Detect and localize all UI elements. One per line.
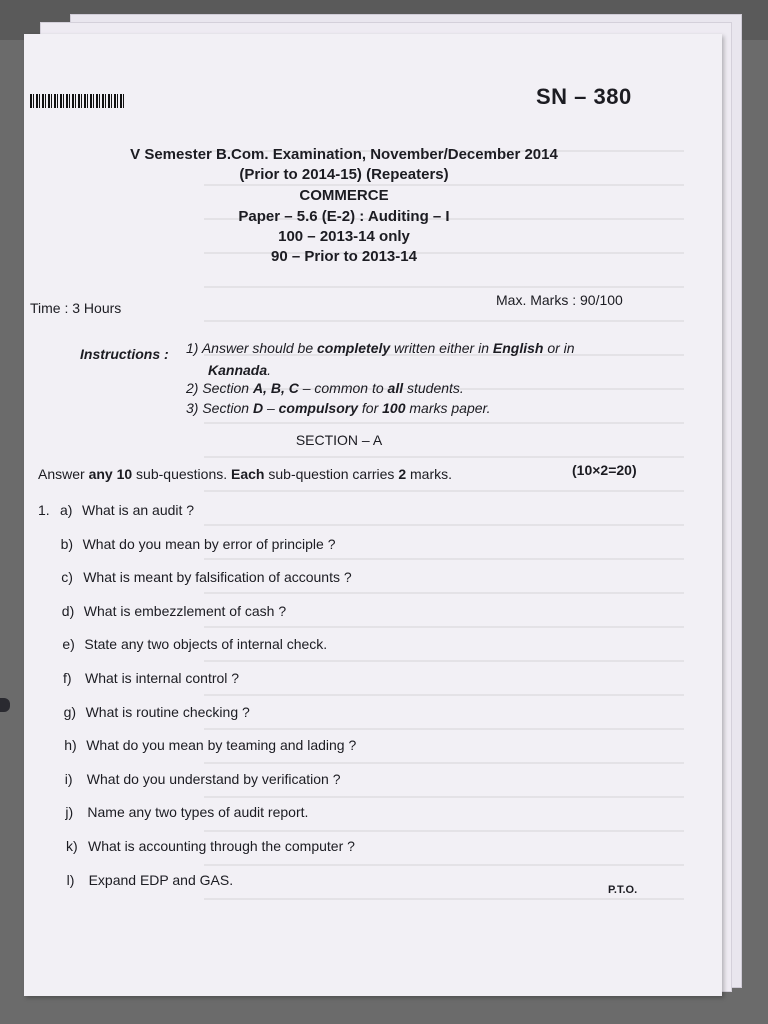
- sub-question-text: What is internal control ?: [85, 670, 240, 686]
- sub-question: [61, 536, 336, 552]
- text-run: – common to: [298, 380, 388, 396]
- sub-question: [65, 804, 308, 820]
- instruction-line: [186, 380, 464, 396]
- text-run: Answer should be: [201, 340, 318, 356]
- text-run: Kannada: [208, 362, 268, 378]
- sub-question-letter: f): [63, 670, 72, 686]
- page-turn-note: P.T.O.: [608, 884, 638, 896]
- section-title: SECTION – A: [295, 432, 383, 448]
- instruction-line: [186, 400, 491, 416]
- exam-subtitle: (Prior to 2014-15) (Repeaters): [239, 166, 449, 183]
- text-run: marks.: [406, 466, 453, 482]
- text-run: 2: [398, 466, 407, 482]
- text-run: A, B, C: [252, 380, 299, 396]
- sub-question-letter: b): [60, 535, 74, 552]
- time-allowed: Time : 3 Hours: [30, 300, 122, 316]
- question-number: 1.: [38, 502, 50, 518]
- sub-question-text: What do you understand by verification ?: [86, 770, 341, 787]
- subject: COMMERCE: [299, 187, 389, 204]
- instruction-line: [208, 362, 271, 378]
- text-run: Section: [202, 380, 253, 396]
- text-run: .: [267, 362, 272, 378]
- text-run: compulsory: [278, 400, 358, 416]
- text-run: students.: [403, 380, 464, 396]
- text-run: or in: [543, 340, 575, 356]
- sub-question-text: State any two objects of internal check.: [84, 636, 328, 653]
- paper-name: Paper – 5.6 (E-2) : Auditing – I: [238, 208, 450, 225]
- sub-question-letter: e): [62, 636, 75, 653]
- sub-question-letter: h): [64, 737, 77, 754]
- text-run: –: [263, 400, 279, 416]
- text-run: Each: [231, 466, 265, 482]
- sub-question-letter: c): [61, 569, 73, 586]
- sub-question: [67, 872, 234, 888]
- sub-question-letter: l): [66, 871, 75, 888]
- text-run: marks paper.: [405, 400, 491, 416]
- marks-scheme-90: 90 – Prior to 2013-14: [271, 248, 417, 265]
- text-run: 100: [382, 400, 406, 416]
- text-run: Answer: [38, 466, 89, 482]
- sub-question-text: What is meant by falsification of accounts ?: [83, 569, 352, 586]
- sub-question-text: Name any two types of audit report.: [87, 804, 309, 821]
- sub-question: [65, 771, 341, 787]
- marks-scheme-100: 100 – 2013-14 only: [278, 228, 410, 245]
- text-run: for: [358, 400, 383, 416]
- text-run: Section: [202, 400, 253, 416]
- sub-question: [63, 670, 239, 686]
- instructions-label: Instructions :: [80, 346, 169, 362]
- text-run: D: [252, 400, 264, 416]
- marks-allocation: (10×2=20): [572, 462, 637, 478]
- sub-question-text: Expand EDP and GAS.: [88, 871, 234, 888]
- sub-question: [66, 838, 355, 854]
- instruction-line: [186, 340, 575, 356]
- text-run: completely: [317, 340, 391, 356]
- sub-question: [62, 636, 327, 652]
- sub-question-letter: g): [63, 703, 77, 720]
- instruction-number: 1): [186, 340, 202, 356]
- sub-question-letter: a): [60, 502, 73, 518]
- sub-question-letter: d): [61, 602, 75, 619]
- sub-question-letter: j): [65, 804, 74, 821]
- sub-question-letter: i): [64, 770, 73, 787]
- sub-question: [60, 502, 194, 518]
- sub-question-text: What is accounting through the computer ?: [88, 838, 355, 854]
- sub-question: [61, 569, 351, 585]
- text-run: sub-questions.: [132, 466, 232, 482]
- sub-question: [64, 737, 356, 753]
- max-marks: Max. Marks : 90/100: [496, 292, 623, 308]
- instruction-number: 2): [186, 380, 203, 396]
- text-run: English: [492, 340, 544, 356]
- sub-question-text: What is embezzlement of cash ?: [83, 602, 287, 619]
- sub-question-text: What do you mean by teaming and lading ?: [86, 737, 357, 754]
- answer-instruction: [38, 466, 452, 482]
- instruction-number: 3): [186, 400, 203, 416]
- sub-question: [64, 704, 250, 720]
- text-run: all: [387, 380, 404, 396]
- text-run: written either in: [390, 340, 493, 356]
- exam-paper: [24, 34, 722, 996]
- barcode: [30, 94, 126, 108]
- text-run: sub-question carries: [264, 466, 399, 482]
- paper-code: SN – 380: [536, 84, 632, 109]
- sub-question: [62, 603, 286, 619]
- exam-title: V Semester B.Com. Examination, November/December 2014: [130, 146, 558, 163]
- sub-question-text: What do you mean by error of principle ?: [82, 535, 336, 552]
- sub-question-text: What is routine checking ?: [85, 703, 250, 720]
- text-run: any 10: [88, 466, 133, 482]
- sub-question-letter: k): [66, 838, 78, 854]
- sub-question-text: What is an audit ?: [82, 502, 195, 518]
- binding-clip: [0, 698, 10, 712]
